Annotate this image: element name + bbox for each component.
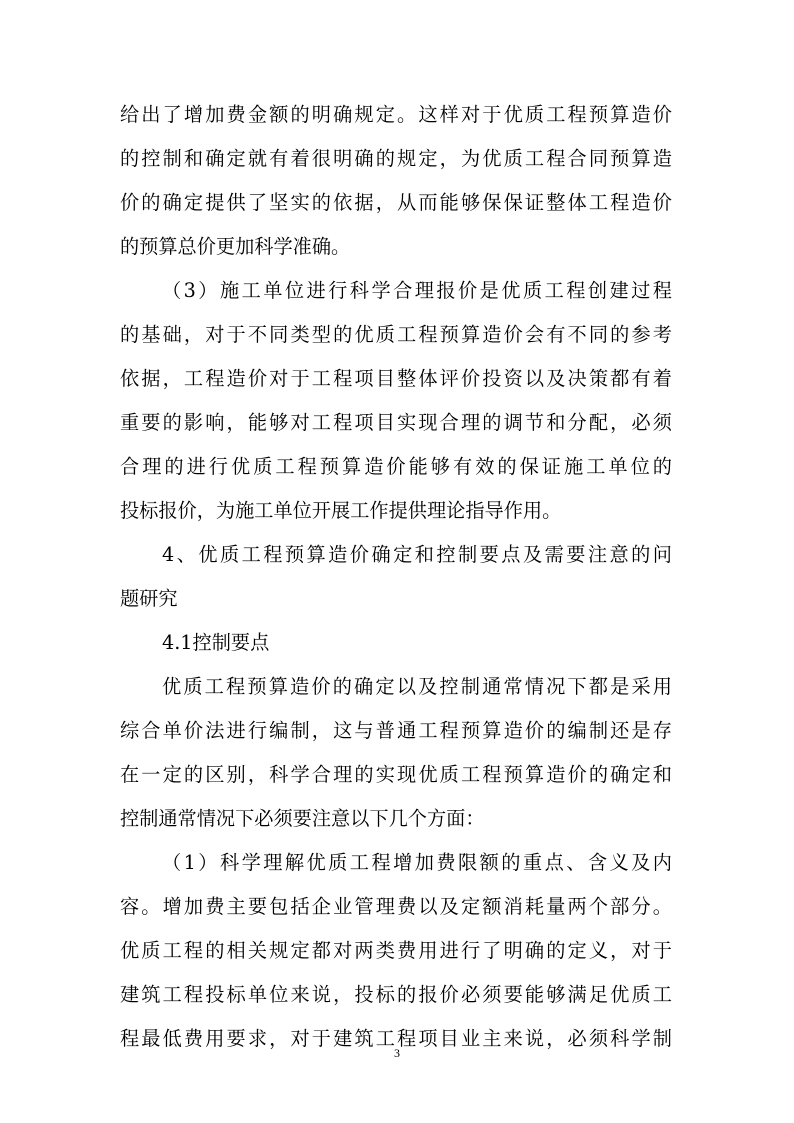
body-text-line: 在一定的区别，科学合理的实现优质工程预算造价的确定和 <box>120 763 672 786</box>
body-text-line: 重要的影响，能够对工程项目实现合理的调节和分配，必须 <box>120 411 672 434</box>
body-text-line: 的预算总价更加科学准确。 <box>120 235 351 258</box>
body-text-line: 合理的进行优质工程预算造价能够有效的保证施工单位的 <box>120 455 672 478</box>
body-text-line: 投标报价，为施工单位开展工作提供理论指导作用。 <box>120 499 562 522</box>
body-text-line: （1）科学理解优质工程增加费限额的重点、含义及内 <box>162 851 672 874</box>
body-text-line: 的基础，对于不同类型的优质工程预算造价会有不同的参考 <box>120 323 672 346</box>
section-heading-line: 4、优质工程预算造价确定和控制要点及需要注意的问 <box>162 543 672 566</box>
subsection-heading: 4.1控制要点 <box>162 631 270 654</box>
body-text-line: 建筑工程投标单位来说，投标的报价必须要能够满足优质工 <box>120 983 672 1006</box>
body-text-line: 容。增加费主要包括企业管理费以及定额消耗量两个部分。 <box>120 895 672 918</box>
body-text-line: 的控制和确定就有着很明确的规定，为优质工程合同预算造 <box>120 147 672 170</box>
body-text-line: 依据，工程造价对于工程项目整体评价投资以及决策都有着 <box>120 367 672 390</box>
body-text-line: 综合单价法进行编制，这与普通工程预算造价的编制还是存 <box>120 719 672 742</box>
page-number: 3 <box>394 1046 400 1060</box>
body-text-line: 优质工程的相关规定都对两类费用进行了明确的定义，对于 <box>120 939 672 962</box>
body-text-line: 优质工程预算造价的确定以及控制通常情况下都是采用 <box>162 675 672 698</box>
section-heading-line: 题研究 <box>120 587 178 610</box>
body-text-line: 控制通常情况下必须要注意以下几个方面： <box>120 807 485 830</box>
body-text-line: 价的确定提供了坚实的依据，从而能够保保证整体工程造价 <box>120 191 672 214</box>
body-text-line: （3）施工单位进行科学合理报价是优质工程创建过程 <box>162 279 672 302</box>
body-text-line: 给出了增加费金额的明确规定。这样对于优质工程预算造价 <box>120 103 672 126</box>
body-text-line: 程最低费用要求，对于建筑工程项目业主来说，必须科学制 <box>120 1027 672 1050</box>
